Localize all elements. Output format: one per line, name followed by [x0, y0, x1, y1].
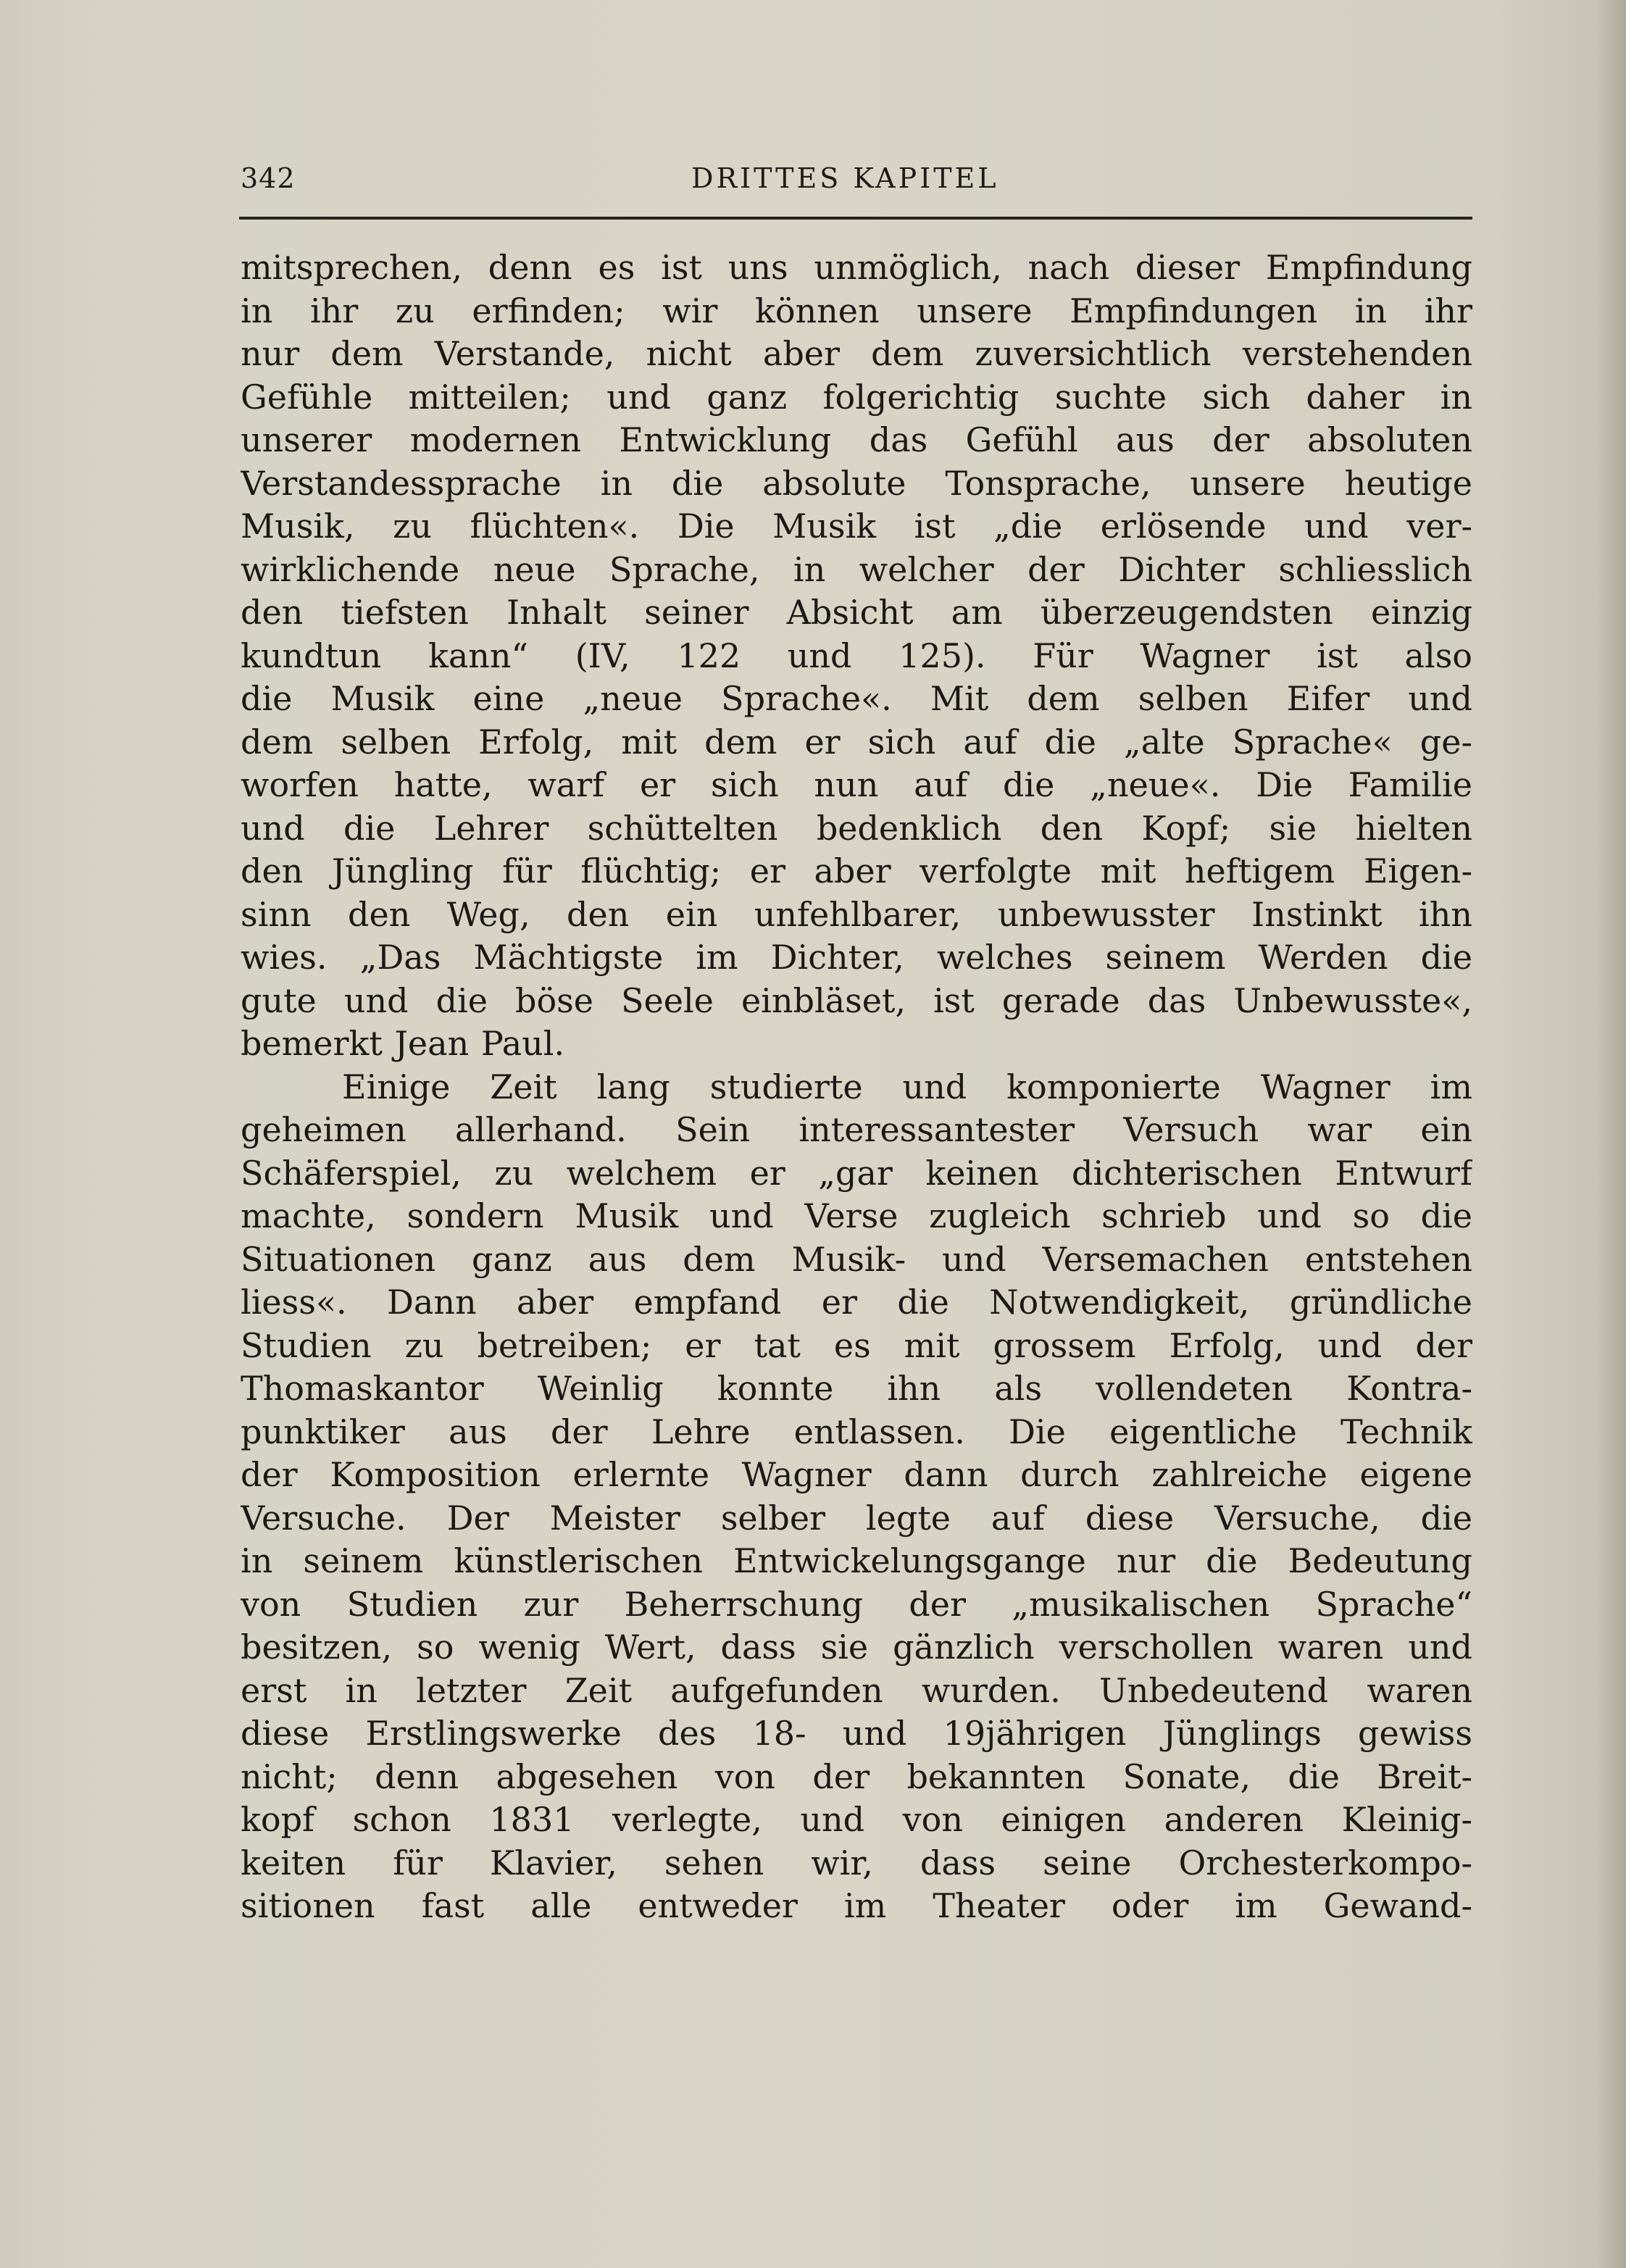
- text-line: bemerkt Jean Paul.: [241, 1024, 565, 1063]
- text-line: sinn den Weg, den ein unfehlbarer, unbewusster Instinkt ihn: [241, 894, 1472, 934]
- text-line: machte, sondern Musik und Verse zugleich schrieb und so die: [241, 1196, 1472, 1235]
- header-rule: [239, 217, 1472, 220]
- body-text: [241, 246, 1472, 1928]
- text-line: punktiker aus der Lehre entlassen. Die eigentliche Technik: [241, 1412, 1472, 1451]
- text-line: Gefühle mitteilen; und ganz folgerichtig suchte sich daher in: [241, 377, 1472, 417]
- text-line: nicht; denn abgesehen von der bekannten Sonate, die Breit-: [241, 1756, 1472, 1796]
- text-line: geheimen allerhand. Sein interessantester Versuch war ein: [241, 1110, 1472, 1149]
- page-number: 342: [241, 162, 296, 194]
- running-head: DRITTES KAPITEL: [691, 162, 999, 194]
- text-line: mitsprechen, denn es ist uns unmöglich, nach dieser Empfindung: [241, 248, 1472, 287]
- text-line: liess«. Dann aber empfand er die Notwendigkeit, gründliche: [241, 1283, 1472, 1322]
- text-line: Versuche. Der Meister selber legte auf diese Versuche, die: [241, 1498, 1472, 1538]
- text-line: erst in letzter Zeit aufgefunden wurden. Unbedeutend waren: [241, 1670, 1472, 1710]
- page-header: [241, 158, 1472, 201]
- text-line: Thomaskantor Weinlig konnte ihn als vollendeten Kontra-: [241, 1369, 1472, 1408]
- page-edge-shadow: [1597, 0, 1626, 2268]
- text-line: Verstandessprache in die absolute Tonsprache, unsere heutige: [241, 463, 1472, 503]
- text-line: kopf schon 1831 verlegte, und von einigen anderen Kleinig-: [241, 1800, 1472, 1839]
- text-line: sitionen fast alle entweder im Theater oder im Gewand-: [241, 1886, 1472, 1925]
- text-line: und die Lehrer schüttelten bedenklich den Kopf; sie hielten: [241, 808, 1472, 848]
- text-line: Musik, zu flüchten«. Die Musik ist „die erlösende und ver-: [241, 506, 1472, 546]
- text-line: dem selben Erfolg, mit dem er sich auf die „alte Sprache« ge-: [241, 722, 1472, 762]
- text-line: der Komposition erlernte Wagner dann durch zahlreiche eigene: [241, 1455, 1472, 1494]
- text-line: in seinem künstlerischen Entwickelungsgange nur die Bedeutung: [241, 1541, 1472, 1580]
- text-line: den tiefsten Inhalt seiner Absicht am überzeugendsten einzig: [241, 593, 1472, 632]
- text-line: diese Erstlingswerke des 18- und 19jährigen Jünglings gewiss: [241, 1714, 1472, 1753]
- text-line: in ihr zu erfinden; wir können unsere Empfindungen in ihr: [241, 291, 1472, 330]
- text-line: kundtun kann“ (IV, 122 und 125). Für Wagner ist also: [241, 635, 1472, 675]
- text-line: die Musik eine „neue Sprache«. Mit dem selben Eifer und: [241, 679, 1472, 718]
- text-line: nur dem Verstande, nicht aber dem zuversichtlich verstehenden: [241, 334, 1472, 373]
- text-line: Schäferspiel, zu welchem er „gar keinen dichterischen Entwurf: [241, 1153, 1472, 1193]
- text-line: den Jüngling für flüchtig; er aber verfolgte mit heftigem Eigen-: [241, 851, 1472, 891]
- text-line: wies. „Das Mächtigste im Dichter, welches seinem Werden die: [241, 938, 1472, 977]
- text-line: von Studien zur Beherrschung der „musikalischen Sprache“: [241, 1584, 1472, 1624]
- text-line: besitzen, so wenig Wert, dass sie gänzlich verschollen waren und: [241, 1627, 1472, 1667]
- text-line: Situationen ganz aus dem Musik- und Versemachen entstehen: [241, 1239, 1472, 1279]
- text-line: keiten für Klavier, sehen wir, dass seine Orchesterkompo-: [241, 1843, 1472, 1883]
- text-line: Studien zu betreiben; er tat es mit grossem Erfolg, und der: [241, 1325, 1472, 1365]
- text-line: wirklichende neue Sprache, in welcher der Dichter schliesslich: [241, 549, 1472, 589]
- text-line: gute und die böse Seele einbläset, ist gerade das Unbewusste«,: [241, 980, 1472, 1020]
- text-line: worfen hatte, warf er sich nun auf die „neue«. Die Familie: [241, 765, 1472, 804]
- text-line: unserer modernen Entwicklung das Gefühl aus der absoluten: [241, 420, 1472, 459]
- text-line: Einige Zeit lang studierte und komponierte Wagner im: [342, 1067, 1472, 1106]
